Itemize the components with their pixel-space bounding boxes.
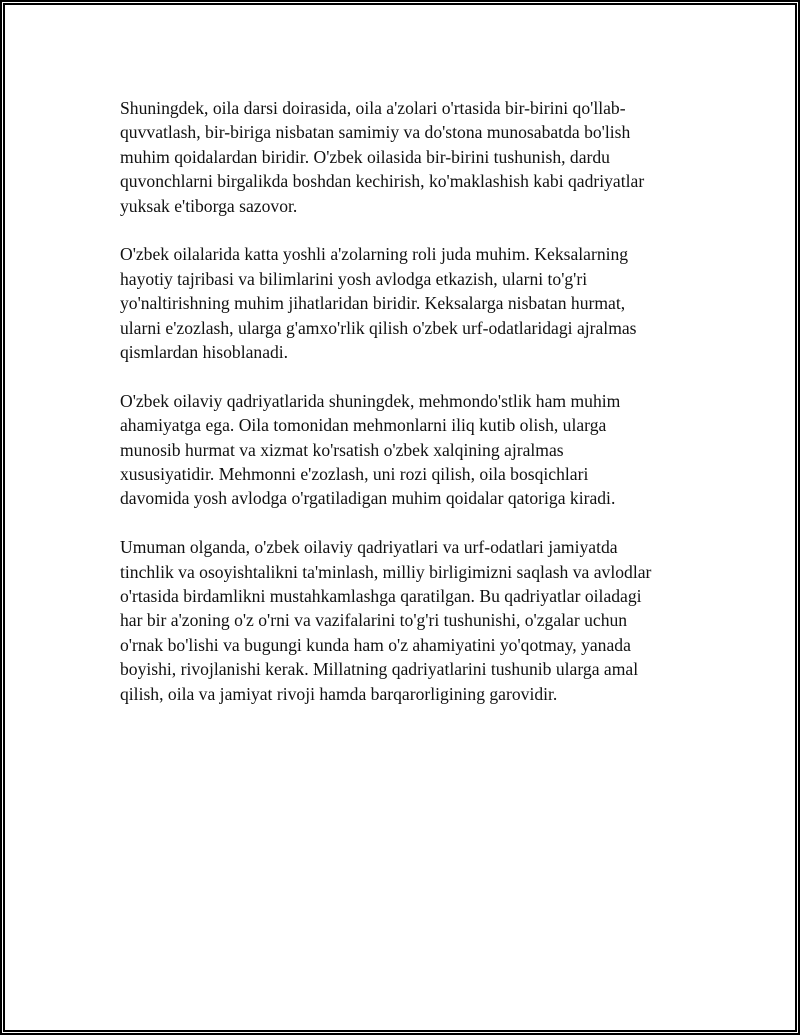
paragraph-3: O'zbek oilaviy qadriyatlarida shuningdek, mehmondo'stlik ham muhim ahamiyatga ega. Oila tomonidan mehmonlarni iliq kutib olish, ularga munosib hurmat va xizmat ko'rsatish o'zbek xalqining ajralmas xususiyatidir. Mehmonni e'zozlash, uni rozi qilish, oila bosqichlari davomida yosh avlodga o'rgatiladigan muhim qoidalar qatoriga kiradi.: [120, 390, 621, 509]
document-body: [120, 96, 668, 731]
paragraph-4: Umuman olganda, o'zbek oilaviy qadriyatlari va urf-odatlari jamiyatda tinchlik va osoyishtalikni ta'minlash, milliy birligimizni saqlash va avlodlar o'rtasida birdamlikni mustahkamlashga qaratilgan. Bu qadriyatlar oiladagi har bir a'zoning o'z o'rni va vazifalarini to'g'ri tushunishi, o'zgalar uchun o'rnak bo'lishi va bugungi kunda ham o'z ahamiyatini yo'qotmay, yanada boyishi, rivojlanishi kerak. Millatning qadriyatlarini tushunib ularga amal qilish, oila va jamiyat rivoji hamda barqarorligining garovidir.: [120, 537, 652, 704]
paragraph-1: Shuningdek, oila darsi doirasida, oila a'zolari o'rtasida bir-birini qo'llab- quvvatlash, bir-biriga nisbatan samimiy va do'stona munosabatda bo'lish muhim qoidalardan biridir. O'zbek oilasida bir-birini tushunish, dardu quvonchlarni birgalikda boshdan kechirish, ko'maklashish kabi qadriyatlar yuksak e'tiborga sazovor.: [120, 98, 645, 216]
paragraph-2: O'zbek oilalarida katta yoshli a'zolarning roli juda muhim. Keksalarning hayotiy tajribasi va bilimlarini yosh avlodga etkazish, ularni to'g'ri yo'naltirishning muhim jihatlaridan biridir. Keksalarga nisbatan hurmat, ularni e'zozlash, ularga g'amxo'rlik qilish o'zbek urf-odatlaridagi ajralmas qismlardan hisoblanadi.: [120, 244, 637, 363]
